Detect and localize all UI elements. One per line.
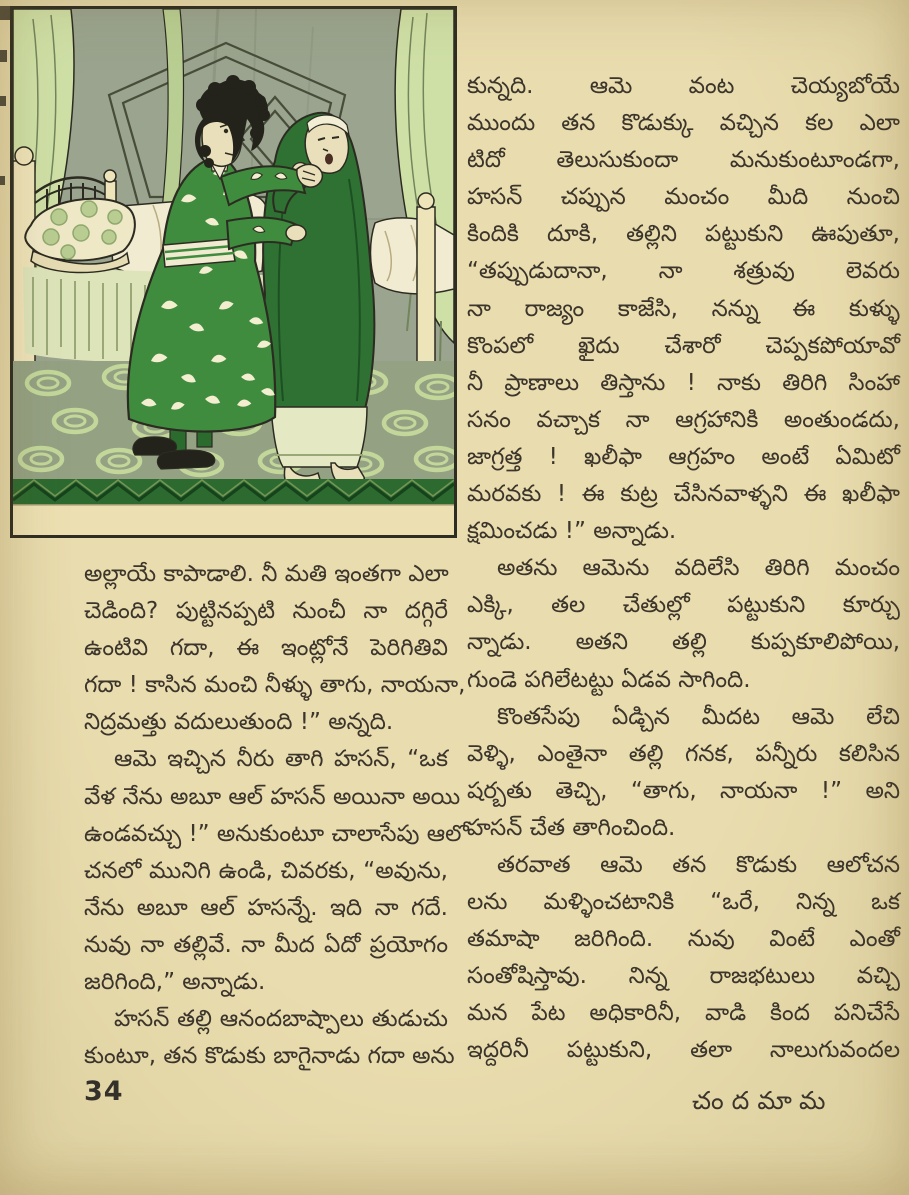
text-line: క్షమించడు !” అన్నాడు. [467,518,677,545]
illustration-frame [10,6,457,538]
text-line: షర్బతు తెచ్చి, “తాగు, నాయనా !” అని [467,777,900,804]
text-line: మరవకు ! ఈ కుట్ర చేసినవాళ్ళని ఈ ఖలీఫా [467,481,900,508]
paragraph [84,1001,455,1075]
text-line: నేను అబూ ఆల్ హసన్నే. ఇది నా గదే. [84,894,448,921]
text-line: చనలో మునిగి ఉండి, చివరకు, “అవును, [84,857,448,884]
text-line: ఉండవచ్చు !” అనుకుంటూ చాలాసేపు ఆలో [84,820,469,847]
text-line: హసన్ తల్లి ఆనందబాష్పాలు తుడుచు [114,1006,448,1033]
text-line: కిందికి దూకి, తల్లిని పట్టుకుని ఊపుతూ, [467,221,900,248]
magazine-name: చందమామ [692,1086,834,1115]
paragraph [467,699,900,847]
paragraph [467,847,900,1070]
illustration-floor-strip [13,505,454,535]
text-line: కుంటూ, తన కొడుకు బాగైనాడు గదా అను [84,1043,455,1070]
text-column-right [467,68,900,1070]
text-line: తమాషా జరిగింది. నువు వింటే ఎంతో [467,926,900,953]
scan-artifact [0,96,6,106]
text-line: ముందు తన కొడుక్కు వచ్చిన కల ఎలా [467,110,900,137]
text-line: గదా ! కాసిన మంచి నీళ్ళు తాగు, నాయనా, [84,672,466,699]
text-line: అల్లాయే కాపాడాలి. నీ మతి ఇంతగా ఎలా [84,561,449,587]
text-line: నీ ప్రాణాలు తిస్తాను ! నాకు తిరిగి సింహా [467,369,900,396]
paragraph [84,556,466,741]
text-line: సంతోషిస్తావు. నిన్న రాజభటులు వచ్చి [467,963,900,990]
text-line: కున్నది. ఆమె వంట చెయ్యబోయే [467,73,900,99]
text-line: నా రాజ్యం కాజేసి, నన్ను ఈ కుళ్ళు [467,295,900,322]
text-line: హసన్ చప్పున మంచం మీది నుంచి [467,184,900,211]
text-line: వేళ నేను అబూ ఆల్ హసన్ అయినా అయి [84,783,461,810]
text-line: అతను ఆమెను వదిలేసి తిరిగి మంచం [497,555,900,582]
scan-artifact [0,6,10,20]
text-line: కొంతసేపు ఏడ్చిన మీదట ఆమె లేచి [497,703,900,730]
text-line: జరిగింది,” అన్నాడు. [84,969,266,996]
text-line: ఇద్దరినీ పట్టుకుని, తలా నాలుగువందల [467,1037,900,1064]
text-line: తరవాత ఆమె తన కొడుకు ఆలోచన [497,851,900,878]
text-line: సనం వచ్చాక నా ఆగ్రహానికి అంతుండదు, [467,406,900,433]
paragraph [84,741,469,1001]
text-line: లను మళ్ళించటానికి “ఒరే, నిన్న ఒక [467,889,900,916]
paragraph [467,68,900,550]
text-line: న్నాడు. అతని తల్లి కుప్పకూలిపోయి, [467,629,900,656]
text-line: వెళ్ళి, ఎంతైనా తల్లి గనక, పన్నీరు కలిసిన [467,740,900,767]
paragraph [467,550,900,698]
text-line: నువు నా తల్లివే. నా మీద ఏదో ప్రయోగం [84,931,448,958]
scan-artifact [0,176,5,185]
text-column-left [84,556,469,1075]
text-line: ఆమె ఇచ్చిన నీరు తాగి హసన్, “ఒక [114,746,448,773]
text-line: టిదో తెలుసుకుందా మనుకుంటూండగా, [467,147,900,174]
text-line: గుండె పగిలేటట్టు ఏడవ సాగింది. [467,666,751,693]
text-line: చెడింది? పుట్టినప్పటి నుంచీ నా దగ్గిరే [84,598,448,625]
page-number: 34 [84,1076,124,1107]
text-line: “తప్పుడుదానా, నా శత్రువు లెవరు [467,258,900,285]
text-line: జాగ్రత్త ! ఖలీఫా ఆగ్రహం అంటే ఏమిటో [467,443,900,470]
carpet-border [13,479,454,505]
text-line: హసన్ చేత తాగించింది. [467,814,676,841]
text-line: ఉంటివి గదా, ఈ ఇంట్లోనే పెరిగితివి [84,635,448,662]
text-line: మన పేట అధికారినీ, వాడి కింద పనిచేసే [467,1000,900,1027]
story-illustration [13,9,454,535]
text-line: కొంపలో ఖైదు చేశారో చెప్పకపోయావో [467,332,900,359]
scan-artifact [0,50,7,62]
text-line: నిద్రమత్తు వదులుతుంది !” అన్నది. [84,709,394,736]
text-line: ఎక్కి, తల చేతుల్లో పట్టుకుని కూర్చు [467,592,900,619]
